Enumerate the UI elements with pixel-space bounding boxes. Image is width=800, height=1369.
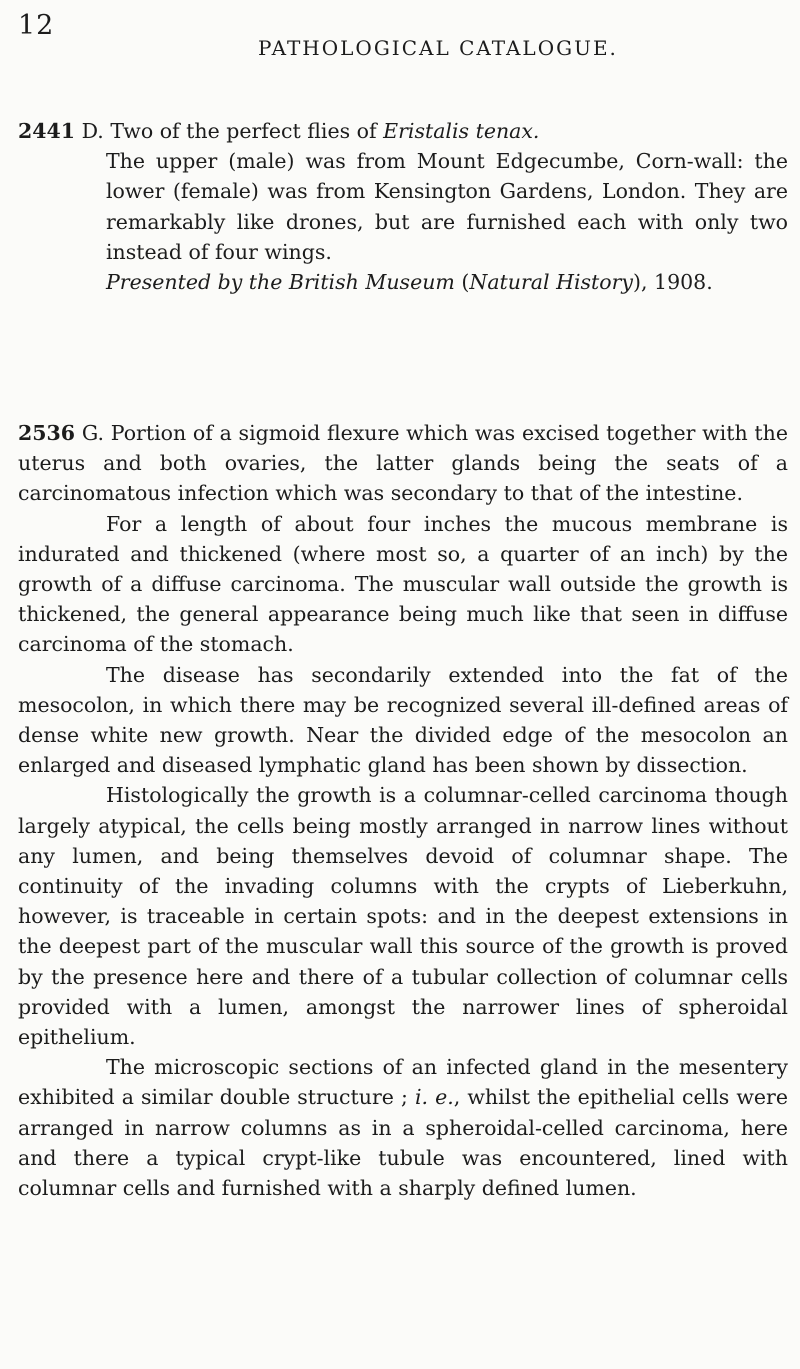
- catalogue-entry-2536: [18, 418, 788, 1203]
- entry-paragraph: For a length of about four inches the mucous membrane is indurated and thickened (where most so, a quarter of an inch) by the growth of a diffuse carcinoma. The muscular wall outside the growth is thickened, the general appearance being much like that seen in diffuse carcinoma of the stomach.: [18, 511, 788, 657]
- entry-intro: Two of the perfect flies of: [110, 119, 377, 143]
- presented-by: Presented by the British Museum: [106, 270, 455, 295]
- entry-paragraph: Histologically the growth is a columnar-celled carcinoma though largely atypical, the cells being mostly arranged in narrow lines without any lumen, and being themselves devoid of columnar shape. The continuity of the invading columns with the crypts of Lieberkuhn, however, is traceable in certain spots: and in the deepest extensions in the deepest part of the muscular wall this source of the growth is proved by the presence here and there of a tubular collection of columnar cells provided with a lumen, amongst the narrower lines of spheroidal epithelium.: [18, 783, 788, 1050]
- entry-paragraph: The disease has secondarily extended into the fat of the mesocolon, in which there may be recognized several ill-defined areas of dense white new growth. Near the divided edge of the mesocolon an enlarged and diseased lymphatic gland has been shown by dissection.: [18, 662, 788, 778]
- presented-line: [18, 267, 788, 297]
- entry-letter: D.: [81, 119, 104, 143]
- natural-history: Natural History: [469, 270, 633, 295]
- entry-number: 2441: [18, 119, 76, 143]
- entry-letter: G.: [81, 421, 104, 445]
- entry-body: The upper (male) was from Mount Edgecumbe, Corn-wall: the lower (female) was from Kensington Gardens, London. They are remarkably like drones, but are furnished each with only two instead of four wings.: [106, 149, 788, 264]
- presented-year: , 1908.: [641, 270, 713, 295]
- entry-first-paragraph: [18, 418, 788, 509]
- presented-paren: (Natural History): [461, 270, 641, 295]
- species-name: Eristalis tenax.: [383, 119, 540, 143]
- entry-number: 2536: [18, 421, 76, 445]
- running-head: PATHOLOGICAL CATALOGUE.: [258, 36, 618, 60]
- page-number: 12: [18, 10, 55, 41]
- entry-paragraph-last: [18, 1052, 788, 1203]
- catalogue-entry-2441: [18, 116, 788, 297]
- last-ie: i. e.: [414, 1085, 454, 1110]
- entry-paragraph: Portion of a sigmoid flexure which was excised together with the uterus and both ovaries, the latter glands being the seats of a carcinomatous infection which was secondary to that of the intestine.: [18, 421, 788, 506]
- last-post: , whilst the epithelial cells were arranged in narrow columns as in a spheroidal-celled carcinoma, here and there a typical crypt-like tubule was encountered, lined with columnar cells and furnished with a sharply defined lumen.: [18, 1085, 788, 1201]
- entry-first-paragraph: [18, 116, 788, 146]
- last-pre: The microscopic sections of an infected gland in the mesentery exhibited a similar double structure ;: [18, 1055, 788, 1110]
